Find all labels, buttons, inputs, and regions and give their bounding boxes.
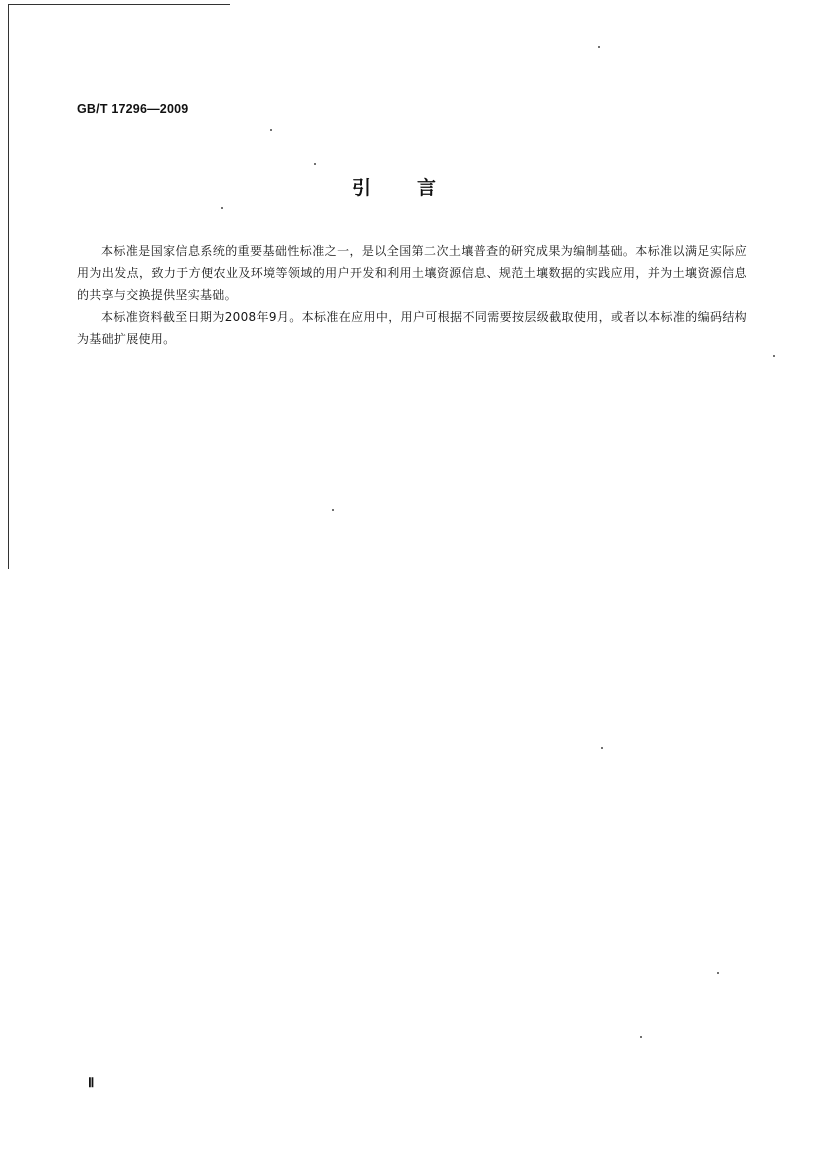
scan-speck xyxy=(717,972,719,974)
scan-edge-left xyxy=(8,4,9,569)
scan-speck xyxy=(270,129,272,131)
scan-speck xyxy=(332,509,334,511)
page-number: Ⅱ xyxy=(88,1075,95,1090)
scan-speck xyxy=(640,1036,642,1038)
body-text xyxy=(77,240,747,350)
scan-speck xyxy=(314,163,316,165)
scan-speck xyxy=(601,747,603,749)
scan-edge-top xyxy=(8,4,230,5)
standard-id: GB/T 17296—2009 xyxy=(77,102,189,116)
paragraph-1: 本标准是国家信息系统的重要基础性标准之一，是以全国第二次土壤普查的研究成果为编制基础。本标准以满足实际应用为出发点，致力于方便农业及环境等领域的用户开发和利用土壤资源信息、规范土壤数据的实践应用，并为土壤资源信息的共享与交换提供坚实基础。 xyxy=(77,244,747,302)
scan-speck xyxy=(221,207,223,209)
scan-speck xyxy=(598,46,600,48)
scan-speck xyxy=(773,355,775,357)
section-title: 引言 xyxy=(352,177,483,199)
paragraph-2: 本标准资料截至日期为2008年9月。本标准在应用中，用户可根据不同需要按层级截取使用，或者以本标准的编码结构为基础扩展使用。 xyxy=(77,310,747,346)
